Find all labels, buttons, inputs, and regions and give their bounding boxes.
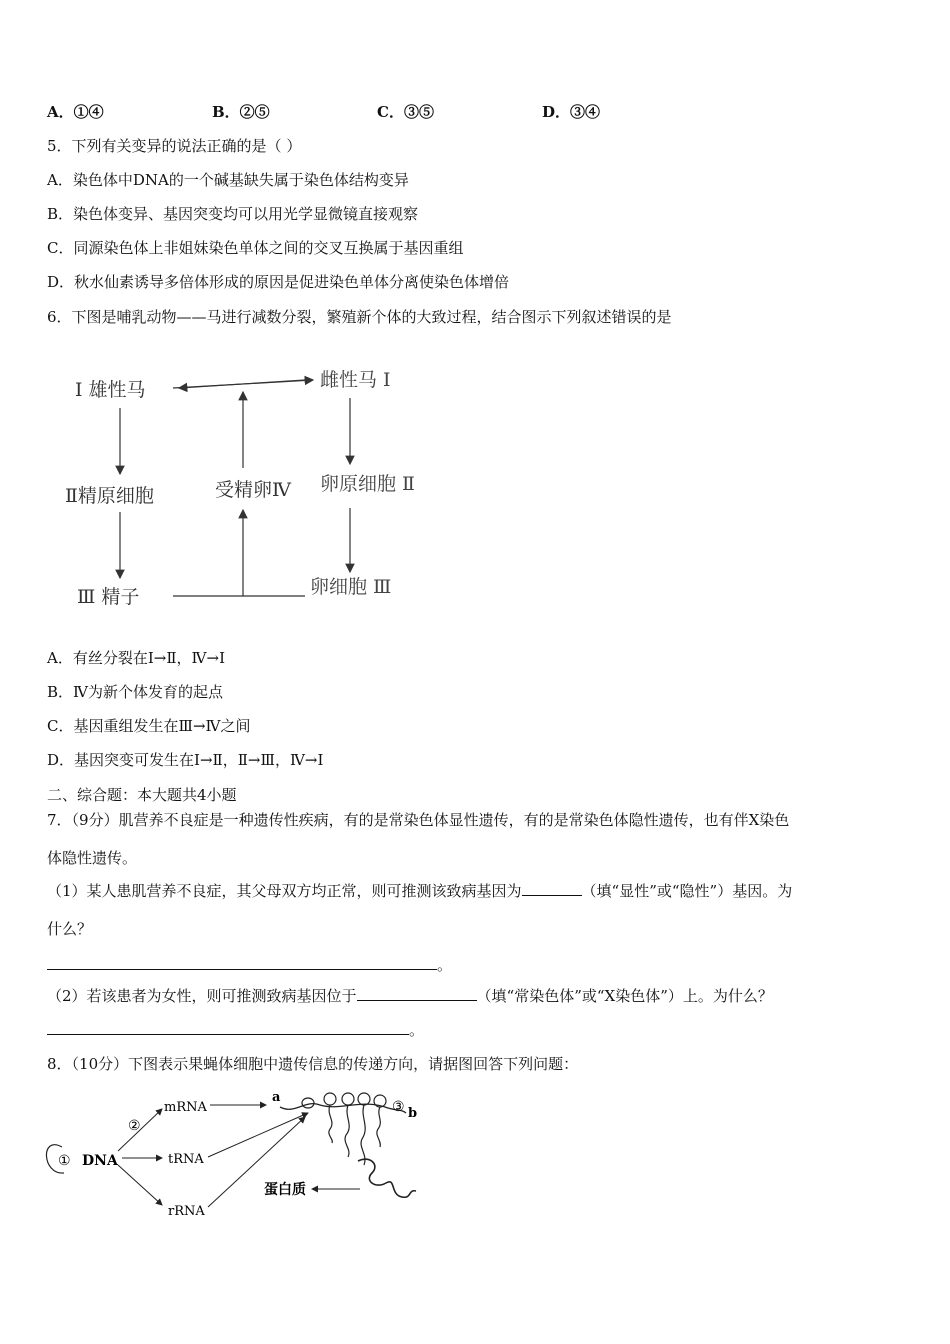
q7-part2-text-b: （填“常染色体”或“X染色体”）上。为什么？ xyxy=(476,987,773,1005)
label-protein: 蛋白质 xyxy=(264,1182,306,1198)
label-trna: tRNA xyxy=(168,1152,204,1167)
q7-part2-text-a: （2）若该患者为女性，则可推测致病基因位于 xyxy=(47,987,357,1005)
q6-option-a: A．有丝分裂在Ⅰ→Ⅱ，Ⅳ→Ⅰ xyxy=(47,649,226,667)
q5-option-a: A．染色体中DNA的一个碱基缺失属于染色体结构变异 xyxy=(47,171,409,189)
q7-stem-line2: 体隐性遗传。 xyxy=(47,849,138,867)
label-rrna: rRNA xyxy=(168,1204,205,1219)
label-spermatogonium: Ⅱ精原细胞 xyxy=(65,485,154,507)
q7-blank-2[interactable] xyxy=(357,986,477,1001)
label-egg-cell: 卵细胞 Ⅲ xyxy=(310,576,392,598)
q7-part2 xyxy=(47,986,773,1006)
q7-answer-line-1 xyxy=(47,955,452,975)
q7-part1-why: 什么？ xyxy=(47,920,93,938)
label-circle-1: ① xyxy=(58,1153,71,1169)
q7-end-2: 。 xyxy=(409,1021,425,1039)
mrna-strand xyxy=(280,1104,406,1113)
label-female-horse: 雌性马 Ⅰ xyxy=(320,369,391,391)
label-sperm: Ⅲ 精子 xyxy=(77,586,140,608)
q7-end-1: 。 xyxy=(437,956,453,974)
label-male-horse: Ⅰ 雄性马 xyxy=(75,379,146,401)
label-mrna: mRNA xyxy=(164,1100,207,1115)
q7-part1 xyxy=(47,881,792,901)
gene-expression-diagram xyxy=(40,1085,430,1220)
label-circle-2: ② xyxy=(128,1118,141,1134)
q7-blank-answer-2[interactable] xyxy=(47,1020,409,1035)
arrow-dna-to-mrna xyxy=(118,1109,162,1151)
q5-option-d: D．秋水仙素诱导多倍体形成的原因是促进染色单体分离使染色体增倍 xyxy=(47,273,510,291)
q6-option-b: B．Ⅳ为新个体发育的起点 xyxy=(47,683,224,701)
q4-option-b: B．②⑤ xyxy=(212,103,270,121)
q4-option-c: C．③⑤ xyxy=(377,103,434,121)
q6-option-c: C．基因重组发生在Ⅲ→Ⅳ之间 xyxy=(47,717,251,735)
arrow-trna-to-ribosome xyxy=(208,1113,308,1157)
q4-option-d: D．③④ xyxy=(542,103,601,121)
q6-stem: 6．下图是哺乳动物——马进行减数分裂，繁殖新个体的大致过程，结合图示下列叙述错误的是 xyxy=(47,308,672,326)
label-oogonium: 卵原细胞 Ⅱ xyxy=(320,473,415,495)
q7-stem-line1: 7．（9分）肌营养不良症是一种遗传性疾病，有的是常染色体显性遗传，有的是常染色体隐性遗传，也有伴X染色 xyxy=(47,811,790,829)
q4-option-a: A．①④ xyxy=(47,103,104,121)
label-dna: DNA xyxy=(82,1153,118,1169)
label-fertilized-egg: 受精卵Ⅳ xyxy=(215,479,291,501)
label-a: a xyxy=(272,1090,281,1105)
arrow-female-to-male xyxy=(179,380,305,388)
q7-blank-1[interactable] xyxy=(522,881,582,896)
reproduction-diagram xyxy=(55,360,435,610)
q8-stem: 8．（10分）下图表示果蝇体细胞中遗传信息的传递方向，请据图回答下列问题： xyxy=(47,1055,579,1073)
section-heading: 二、综合题：本大题共4小题 xyxy=(47,786,237,804)
label-circle-3: ③ xyxy=(392,1099,405,1115)
q5-stem: 5．下列有关变异的说法正确的是（ ） xyxy=(47,137,302,155)
q5-option-b: B．染色体变异、基因突变均可以用光学显微镜直接观察 xyxy=(47,205,419,223)
q7-answer-line-2 xyxy=(47,1020,424,1040)
q7-blank-answer-1[interactable] xyxy=(47,955,437,970)
polypeptide-chain xyxy=(358,1159,416,1197)
label-b: b xyxy=(408,1106,418,1121)
q7-part1-text-b: （填“显性”或“隐性”）基因。为 xyxy=(581,882,793,900)
q5-option-c: C．同源染色体上非姐妹染色单体之间的交叉互换属于基因重组 xyxy=(47,239,464,257)
arrow-dna-to-rrna xyxy=(118,1165,162,1205)
q6-option-d: D．基因突变可发生在Ⅰ→Ⅱ，Ⅱ→Ⅲ，Ⅳ→Ⅰ xyxy=(47,751,324,769)
q7-part1-text-a: （1）某人患肌营养不良症，其父母双方均正常，则可推测该致病基因为 xyxy=(47,882,522,900)
